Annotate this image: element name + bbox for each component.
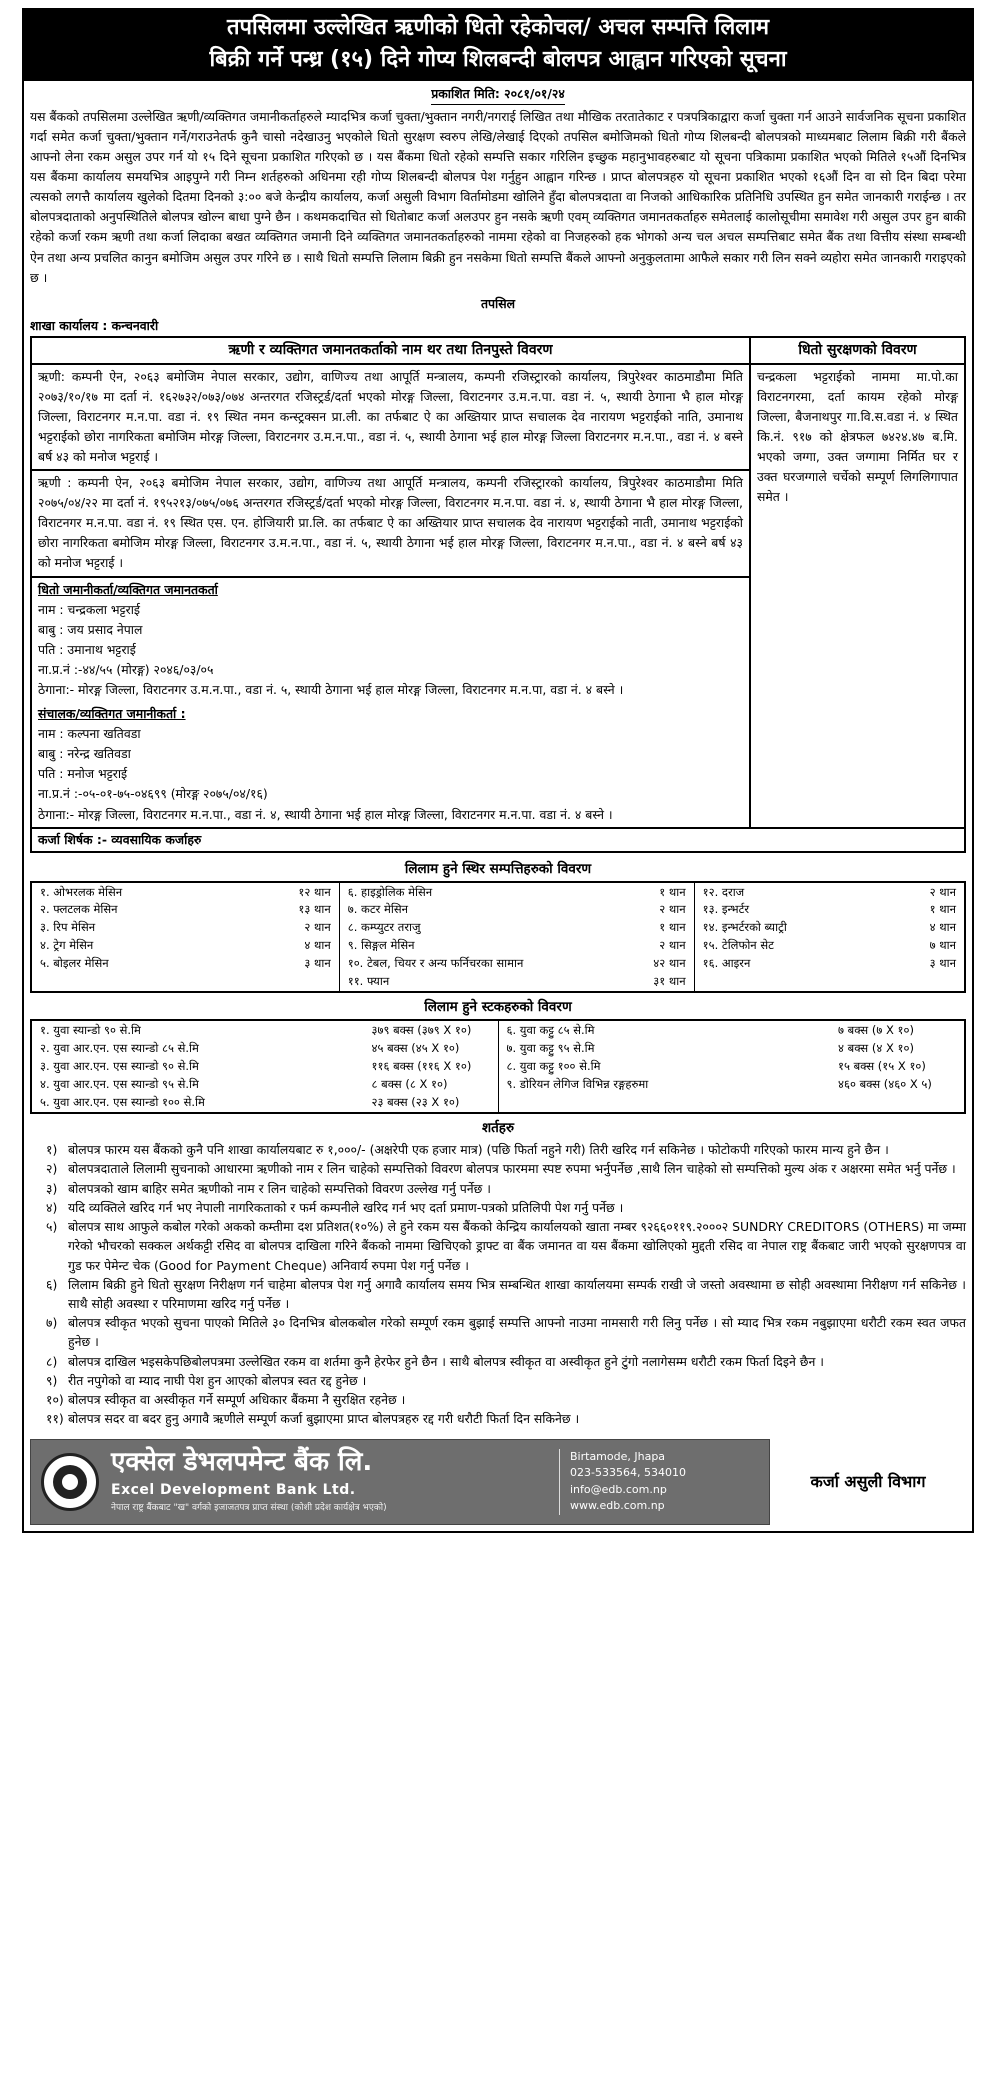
schedule-heading: तपसिल: [480, 295, 516, 311]
stock-column-2: [498, 1020, 965, 1113]
asset-row: ६. हाइड्रोलिक मेसिन १ थान: [347, 884, 686, 899]
asset-row: १५. टेलिफोन सेट ७ थान: [702, 938, 956, 953]
bank-contact: [559, 1449, 759, 1515]
bank-website: www.edb.com.np: [570, 1499, 665, 1513]
terms-heading: शर्तहरु: [481, 1120, 515, 1137]
loan-title: कर्जा शिर्षक :- व्यवसायिक कर्जाहरु: [30, 829, 966, 853]
term-item: ९) रीत नपुगेको वा म्याद नाघी पेश हुन आएको बोलपत्र स्वत रद्द हुनेछ ।: [46, 1372, 367, 1388]
asset-row: ५. बोइलर मेसिन ३ थान: [40, 955, 331, 970]
terms-section: [30, 1118, 966, 1428]
term-item: ५) बोलपत्र साथ आफुले कबोल गरेको अकको कम्तीमा दश प्रतिशत(१०%) ले हुने रकम यस बैंकको केन्द्रिय कार्यालयको खाता नम्बर ९२६६०११९.२०००२ SUNDRY CREDITORS (OTHERS) मा जम्मा गरेको भौचरको सक्कल अर्थकट्टी रसिद वा बोलपत्र दाखिला गरिने बैंकको नाममा खिचिएको ड्राफ्ट वा बैंक जमानत वा यस बैंकमा खोलिएको मुद्दती रसिद वा नेपाल राष्ट्र बैंकबाट जारी भएको सुरक्षणपत्र वा गुड फर पेमेन्ट चेक (Good for Payment Cheque) अनिवार्य रुपमा पेश गर्नु पर्नेछ ।: [46, 1219, 966, 1273]
asset-row: २. फ्लटलक मेसिन १३ थान: [40, 902, 331, 917]
term-item: १) बोलपत्र फारम यस बैंकको कुनै पनि शाखा कार्यालयबाट रु १,०००/- (अक्षरेपी एक हजार मात्र) (पछि फिर्ता नहुने गरी) तिरी खरिद गर्न सकिनेछ । फोटोकपी गरिएको फारम मान्य हुने छैन ।: [46, 1142, 889, 1158]
bank-tagline: नेपाल राष्ट्र बैंकबाट "ख" वर्गको इजाजतपत्र प्राप्त संस्था (कोशी प्रदेश कार्यक्षेत्र भएको): [111, 1503, 387, 1514]
assets-column-3: [694, 882, 965, 993]
notice-frame: [22, 81, 974, 1533]
asset-row: ३. रिप मेसिन २ थान: [40, 920, 331, 935]
stock-row: ७. युवा कट्टु ९५ से.मि ४ बक्स (४ X १०): [506, 1041, 914, 1056]
guarantor-2-line: नाम : कल्पना खतिवडा: [38, 726, 141, 742]
term-item: २) बोलपत्रदाताले लिलामी सुचनाको आधारमा ऋणीको नाम र लिन चाहेको सम्पत्तिको विवरण बोलपत्र फारममा स्पष्ट रुपमा भर्नुपर्नेछ ,साथै लिन चाहेको सो सम्पत्तिको मुल्य अंक र अक्षरमा समेत भर्नु पर्नेछ ।: [46, 1161, 956, 1177]
borrower-2: ऋणी : कम्पनी ऐन, २०६३ बमोजिम नेपाल सरकार, उद्योग, वाणिज्य तथा आपूर्ति मन्त्रालय, कम्पनी रजिस्ट्रारको कार्यालय, त्रिपुरेश्वर काठमाडौमा मिति २०७५/०४/२२ मा दर्ता नं. १९५२१३/०७५/०७६ अन्तरगत रजिस्ट्रर्ड/दर्ता भएको मोरङ्ग जिल्ला, विराटनगर म.न.पा. वडा नं. ४, स्थायी ठेगाना भै हाल मोरङ्ग जिल्ला, विराटनगर म.न.पा. वडा नं. १९ स्थित एस. एन. होजियारी प्रा.लि. का तर्फबाट ऐ का अख्तियार प्राप्त सचालक देव नारायण भट्टराईको नाती, उमानाथ भट्टराईको छोरा नागरिकता बमोजिम मोरङ्ग जिल्ला, विराटनगर उ.म.न.पा., वडा नं. ५, स्थायी ठेगाना भई हाल मोरङ्ग जिल्ला, विराटनगर म.न.पा., वडा नं. ४ बस्ने बर्ष ४३ को मनोज भट्टराई ।: [32, 471, 749, 577]
bank-name-english: Excel Development Bank Ltd.: [111, 1481, 356, 1498]
asset-row: १. ओभरलक मेसिन १२ थान: [40, 884, 331, 899]
guarantor-1-line: ना.प्र.नं :-४४/५५ (मोरङ्ग) २०४६/०३/०५: [38, 661, 214, 677]
asset-row: १४. इन्भर्टरको ब्याट्री ४ थान: [702, 920, 956, 935]
asset-row: १०. टेबल, चियर र अन्य फर्निचरका सामान ४२ थान: [347, 955, 686, 970]
asset-row: १२. दराज २ थान: [702, 884, 956, 899]
asset-row: १३. इन्भर्टर १ थान: [702, 902, 956, 917]
guarantor-1-line: पति : उमानाथ भट्टराई: [38, 641, 136, 657]
stock-table: [30, 1019, 966, 1114]
stock-row: ९. डोरियन लेगिज विभिन्न रङ्गहरुमा ४६० बक्स (४६० X ५): [506, 1076, 932, 1091]
term-item: ११) बोलपत्र सदर वा बदर हुनु अगावै ऋणीले सम्पूर्ण कर्जा बुझाएमा प्राप्त बोलपत्रहरु रद्द गरी धरौटी फिर्ता दिन सकिनेछ ।: [46, 1411, 580, 1427]
fixed-assets-table: [30, 881, 966, 994]
asset-row: ११. फ्यान ३१ थान: [347, 973, 686, 988]
bank-email: info@edb.com.np: [570, 1482, 667, 1496]
asset-row: ४. ट्रेग मेसिन ४ थान: [40, 938, 331, 953]
bank-phone: 023-533564, 534010: [570, 1466, 686, 1480]
term-item: ८) बोलपत्र दाखिल भइसकेपछिबोलपत्रमा उल्लेखित रकम वा शर्तमा कुनै हेरफेर हुने छैन । साथै बोलपत्र स्वीकृत वा अस्वीकृत हुने टुंगो नलागेसम्म धरौटी रकम फिर्ता दिइने छैन ।: [46, 1353, 824, 1369]
collateral-details: चन्द्रकला भट्टराईको नाममा मा.पो.का विराटनगरमा, दर्ता कायम रहेको मोरङ्ग जिल्ला, बैजनाथपुर गा.वि.स.वडा नं. ४ स्थित कि.नं. ९१७ को क्षेत्रफल ७४२४.४७ ब.मि. भएको जग्गा, उक्त जग्गामा निर्मित घर र उक्त घरजग्गाले चर्चेको सम्पूर्ण लिगलिगापात समेत ।: [757, 368, 958, 505]
borrower-column: [32, 338, 751, 827]
guarantor-2-line: ठेगाना:- मोरङ्ग जिल्ला, विराटनगर म.न.पा., वडा नं. ४, स्थायी ठेगाना भई हाल मोरङ्ग जिल्ला, विराटनगर म.न.पा. वडा नं. ४ बस्ने ।: [38, 806, 613, 822]
guarantor-1-line: बाबु : जय प्रसाद नेपाल: [38, 621, 143, 637]
banner-line-1: तपसिलमा उल्लेखित ऋणीको धितो रहेकोचल/ अचल सम्पत्ति लिलाम: [226, 15, 770, 40]
term-item: १०) बोलपत्र स्वीकृत वा अस्वीकृत गर्ने सम्पूर्ण अधिकार बैंकमा नै सुरक्षित रहनेछ ।: [46, 1392, 406, 1408]
borrower-1: ऋणी: कम्पनी ऐन, २०६३ बमोजिम नेपाल सरकार, उद्योग, वाणिज्य तथा आपूर्ति मन्त्रालय, कम्पनी रजिस्ट्रारको कार्यालय, त्रिपुरेश्वर काठमाडौमा मिति २०७३/१०/१७ मा दर्ता नं. १६२७३२/०७३/०७४ अन्तरगत रजिस्ट्रर्ड/दर्ता भएको मोरङ्ग जिल्ला, विराटनगर उ.म.न.पा. वडा नं. ५, स्थायी ठेगाना भै हाल मोरङ्ग जिल्ला, विराटनगर म.न.पा. वडा नं. १९ स्थित नमन कन्स्ट्रक्सन प्रा.ली. का तर्फबाट ऐ का अख्तियार प्राप्त सचालक देव नारायण भट्टराईको नाति, उमानाथ भट्टराईको छोरा नागरिकता बमोजिम मोरङ्ग जिल्ला, विराटनगर उ.म.न.पा., वडा नं. ५, स्थायी ठेगाना भई हाल मोरङ्ग जिल्ला विराटनगर म.न.पा., वडा नं. ४ बस्ने बर्ष ४३ को मनोज भट्टराई ।: [32, 365, 749, 471]
bank-footer: [30, 1439, 966, 1525]
banner-line-2: बिक्री गर्ने पन्ध्र (१५) दिने गोप्य शिलबन्दी बोलपत्र आह्वान गरिएको सूचना: [209, 46, 787, 72]
guarantors: [32, 578, 749, 827]
term-item: ३) बोलपत्रको खाम बाहिर समेत ऋणीको नाम र लिन चाहेको सम्पत्तिको विवरण उल्लेख गर्नु पर्नेछ ।: [46, 1180, 492, 1196]
notice-page: [22, 8, 974, 1533]
borrower-table: [30, 336, 966, 829]
term-item: ७) बोलपत्र स्वीकृत भएको सुचना पाएको मितिले ३० दिनभित्र बोलकबोल गरेको सम्पूर्ण रकम बुझाई सम्पत्ति आफ्नो नाउमा नामसारी गरी लिनु पर्नेछ । सो म्याद भित्र रकम नबुझाएमा धरौटी रकम स्वत जफत हुनेछ ।: [46, 1315, 966, 1350]
stock-row: १. युवा स्यान्डो ९० से.मि ३७९ बक्स (३७९ X १०): [40, 1023, 472, 1038]
stock-heading: लिलाम हुने स्टकहरुको विवरण: [424, 999, 572, 1016]
stock-row: २. युवा आर.एन. एस स्यान्डो ८५ से.मि ४५ बक्स (४५ X १०): [40, 1041, 460, 1056]
department-name: कर्जा असुली विभाग: [810, 1471, 926, 1491]
notice-paragraph: यस बैंकको तपसिलमा उल्लेखित ऋणी/व्यक्तिगत जमानीकर्ताहरुले म्यादभित्र कर्जा चुक्ता/भुक्तान नगरी/नगराई लिखित तथा मौखिक तरतातेकाट र पत्रपत्रिकाद्वारा कर्जा चुक्ता गर्न आउने सार्वजनिक सूचना प्रकाशित गर्दा समेत कर्जा चुक्ता/भुक्तान गर्ने/गराउनेतर्फ कुनै चासो नदेखाउनु भएकोले धितो सुरक्षण स्वरुप लेखि/लेखाई दिएको तपसिल बमोजिमको धितो गोप्य शिलबन्दी बोलपत्रको माध्यमबाट लिलाम बिक्री गरी बैंकले आफ्नो लेना रकम असुल उपर गर्न यो १५ दिने सूचना प्रकाशित गरिएको छ । यस बैंकमा धितो रहेको सम्पत्ति सकार गरिलिन इच्छुक महानुभावहरुबाट यो सूचना पत्रिकामा प्रकाशित भएको मितिले १५औं दिनभित्र यस बैंकमा कार्यालय समयभित्र आइपुग्ने गरी निम्न शर्तहरुको अधिनमा रही गोप्य शिलबन्दी बोलपत्र पेश गर्नुहुन आह्वान गरिन्छ । प्राप्त बोलपत्रहरु यो सूचना प्रकाशित भएको १६औं दिन वा सो दिन बिदा परेमा त्यसको लगत्तै कार्यालय खुलेको दितमा दिनको ३:०० बजे केन्द्रीय कार्यालय, कर्जा असुली विभाग विर्तामोडमा खोलिने हुँदा बोलपत्रदाता वा निजको आधिकारिक प्रतिनिधि उपस्थित हुन समेत जानकारी गराईन्छ । तर बोलपत्रदाताको अनुपस्थितिले बोलपत्र खोल्न बाधा पुग्ने छैन । कथमकदाचित सो धितोबाट कर्जा अलउपर हुन नसके ऋणी एवम् व्यक्तिगत जमानतकर्ताहरु समेतलाई कालोसूचीमा समावेश गरी असुल उपर हुन बाकी रहेको कर्जा रकम ऋणी तथा कर्जा लिदाका बखत व्यक्तिगत जमानी दिने व्यक्तिगत जमानतकर्ताहरुको नाममा रहेको वा निजहरुको हक भोगको अन्य चल अचल सम्पत्तिबाट समेत बैंक तथा वित्तीय संस्था सम्बन्धी ऐन तथा अन्य प्रचलित कानुन बमोजिम असुल उपर गरिने छ । साथै धितो सम्पत्ति लिलाम बिक्री हुन नसकेमा धितो सम्पत्ति बैंकले आफ्नो अनुकुलतामा आफैले सकार गरी लिन सक्ने व्यहोरा समेत जानकारी गराइएको छ ।: [30, 108, 966, 285]
term-item: ६) लिलाम बिक्री हुने धितो सुरक्षण निरीक्षण गर्न चाहेमा बोलपत्र पेश गर्नु अगावै कार्यालय समय भित्र सम्बन्धित शाखा कार्यालयमा सम्पर्क राखी जे जस्तो अवस्थामा छ सोही अवस्थामा निरीक्षण गर्न सकिनेछ । साथै सोही अवस्था र परिमाणमा खरिद गर्नु पर्नेछ ।: [46, 1276, 966, 1311]
stock-row: ५. युवा आर.एन. एस स्यान्डो १०० से.मि २३ बक्स (२३ X १०): [40, 1094, 460, 1109]
guarantor-2-line: बाबु : नरेन्द्र खतिवडा: [38, 746, 131, 762]
bank-address: Birtamode, Jhapa: [570, 1449, 666, 1463]
guarantor-1-heading: धितो जमानीकर्ता/व्यक्तिगत जमानतकर्ता: [38, 581, 218, 597]
asset-row: ८. कम्प्युटर तराजु १ थान: [347, 920, 686, 935]
term-item: ४) यदि व्यक्तिले खरिद गर्न भए नेपाली नागरिकताको र फर्म कम्पनीले खरिद गर्न भए दर्ता प्रमाण-पत्रको प्रतिलिपी पेश गर्नु पर्नेछ ।: [46, 1199, 624, 1215]
guarantor-2-line: ना.प्र.नं :-०५-०१-७५-०४६९९ (मोरङ्ग २०७५/०४/१६): [38, 786, 268, 802]
collateral-column-heading: धितो सुरक्षणको विवरण: [751, 338, 964, 365]
bank-logo-icon: [41, 1453, 99, 1511]
guarantor-2-heading: संचालक/व्यक्तिगत जमानीकर्ता :: [38, 706, 186, 722]
guarantor-1-line: नाम : चन्द्रकला भट्टराई: [38, 601, 141, 617]
stock-row: ३. युवा आर.एन. एस स्यान्डो ९० से.मि ११६ बक्स (११६ X १०): [40, 1058, 472, 1073]
asset-row: ७. कटर मेसिन २ थान: [347, 902, 686, 917]
bank-name-nepali: एक्सेल डेभलपमेन्ट बैंक लि.: [111, 1447, 373, 1478]
stock-row: ८. युवा कट्टु १०० से.मि १५ बक्स (१५ X १०): [506, 1058, 926, 1073]
stock-column-1: [31, 1020, 498, 1113]
bank-banner: [30, 1439, 770, 1525]
asset-row: १६. आइरन ३ थान: [702, 955, 956, 970]
guarantor-2-line: पति : मनोज भट्टराई: [38, 766, 128, 782]
published-date: प्रकाशित मिति: २०८१/०१/२४: [431, 84, 565, 105]
assets-column-1: [31, 882, 339, 993]
notice-banner: [22, 8, 974, 81]
borrower-column-heading: ऋणी र व्यक्तिगत जमानतकर्ताको नाम थर तथा तिनपुस्ते विवरण: [32, 338, 749, 365]
assets-column-2: [339, 882, 694, 993]
branch-office: शाखा कार्यालय : कन्चनवारी: [30, 317, 159, 333]
assets-heading: लिलाम हुने स्थिर सम्पत्तिहरुको विवरण: [404, 860, 592, 877]
collateral-column: [751, 338, 964, 827]
stock-row: ४. युवा आर.एन. एस स्यान्डो ९५ से.मि ८ बक्स (८ X १०): [40, 1076, 448, 1091]
guarantor-1-line: ठेगाना:- मोरङ्ग जिल्ला, विराटनगर उ.म.न.पा., वडा नं. ५, स्थायी ठेगाना भई हाल मोरङ्ग जिल्ला, विराटनगर म.न.पा, वडा नं. ४ बस्ने ।: [38, 681, 624, 697]
stock-row: ६. युवा कट्टु ८५ से.मि ७ बक्स (७ X १०): [506, 1023, 914, 1038]
asset-row: ९. सिङ्गल मेसिन २ थान: [347, 938, 686, 953]
